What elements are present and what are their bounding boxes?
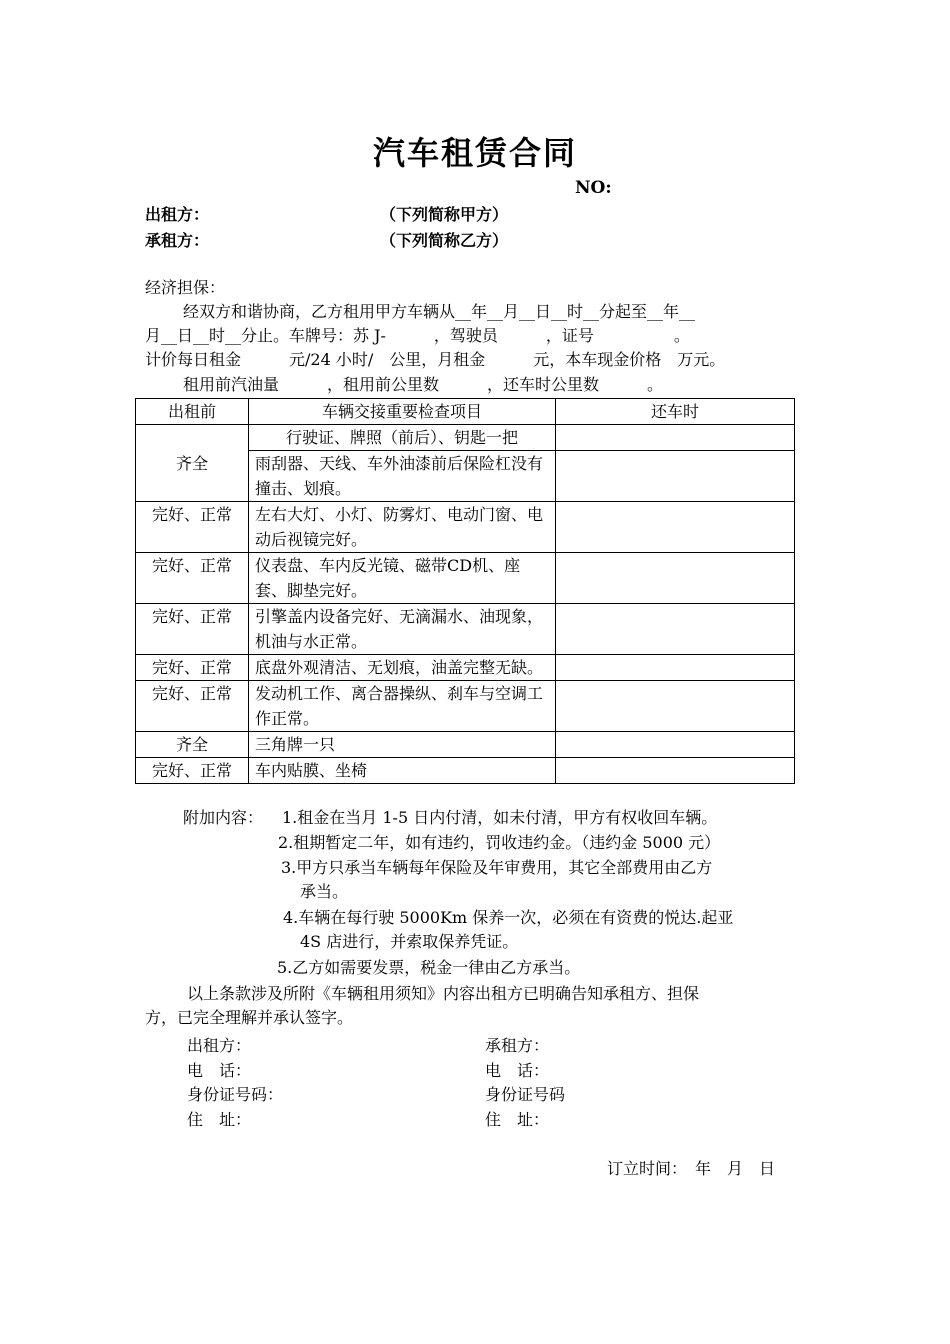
- lessee-sign-id: 身份证号码: [485, 1085, 566, 1104]
- row-return-cell[interactable]: [556, 655, 795, 681]
- row-return-cell[interactable]: [556, 502, 795, 553]
- body-line: 租用前汽油量 ，租用前公里数 ，还车时公里数 。: [183, 375, 664, 394]
- inspection-table: [135, 398, 795, 784]
- closing-line: 方，已完全理解并承认签字。: [145, 1008, 354, 1027]
- table-row: [136, 655, 795, 681]
- lessor-sign-address: 住 址：: [187, 1110, 252, 1129]
- extra-item: 承当。: [300, 882, 349, 901]
- signing-date: 订立时间： 年 月 日: [607, 1159, 776, 1178]
- lessee-sign-phone: 电 话：: [485, 1061, 550, 1080]
- row-status: 完好、正常: [136, 604, 249, 655]
- lessor-line: [145, 202, 509, 225]
- row-status: 完好、正常: [136, 758, 249, 784]
- table-row: [136, 502, 795, 553]
- extra-label: 附加内容：: [183, 808, 264, 827]
- row-return-cell[interactable]: [556, 758, 795, 784]
- extra-item: 3.甲方只承当车辆每年保险及年审费用，其它全部费用由乙方: [281, 858, 713, 877]
- table-row: [136, 681, 795, 732]
- extra-item: 1.租金在当月 1-5 日内付清，如未付清，甲方有权收回车辆。: [282, 808, 718, 827]
- row-return-cell[interactable]: [556, 681, 795, 732]
- row-status: 完好、正常: [136, 553, 249, 604]
- lessee-alias: （下列简称乙方）: [380, 231, 509, 250]
- row-status: 齐全: [136, 425, 249, 502]
- closing-line: 以上条款涉及所附《车辆租用须知》内容出租方已明确告知承租方、担保: [187, 984, 700, 1003]
- lessee-sign-address: 住 址：: [485, 1110, 550, 1129]
- body-line: 经双方和谐协商，乙方租用甲方车辆从__年__月__日__时__分起至__年__: [183, 302, 696, 321]
- body-line: 计价每日租金 元/24 小时/ 公里，月租金 元，本车现金价格 万元。: [145, 350, 726, 369]
- row-item: 仪表盘、车内反光镜、磁带CD机、座套、脚垫完好。: [249, 553, 556, 604]
- table-row: [136, 758, 795, 784]
- lessor-alias: （下列简称甲方）: [380, 205, 509, 224]
- table-row: [136, 732, 795, 758]
- row-item: 引擎盖内设备完好、无滴漏水、油现象，机油与水正常。: [249, 604, 556, 655]
- row-item: 底盘外观清洁、无划痕，油盖完整无缺。: [249, 655, 556, 681]
- header-before: 出租前: [136, 399, 249, 425]
- body-line: 月__日__时__分止。车牌号：苏 J- ，驾驶员 ，证号 。: [145, 326, 690, 345]
- lessee-line: [145, 228, 509, 251]
- row-item: 发动机工作、离合器操纵、刹车与空调工作正常。: [249, 681, 556, 732]
- header-return: 还车时: [556, 399, 795, 425]
- lessor-sign-phone: 电 话：: [187, 1061, 252, 1080]
- page-title: 汽车租赁合同: [372, 134, 577, 172]
- extra-item: 2.租期暂定二年，如有违约，罚收违约金。（违约金 5000 元）: [278, 833, 721, 852]
- lessor-label: 出租方：: [145, 205, 210, 224]
- lessee-sign-name: 承租方：: [485, 1036, 550, 1055]
- row-item: 车内贴膜、坐椅: [249, 758, 556, 784]
- contract-number-label: NO:: [575, 178, 612, 198]
- extra-item: 5.乙方如需要发票，税金一律由乙方承当。: [277, 958, 581, 977]
- extra-item: 4.车辆在每行驶 5000Km 保养一次，必须在有资费的悦达.起亚: [283, 908, 734, 927]
- row-status: 完好、正常: [136, 502, 249, 553]
- row-item: 行驶证、牌照（前后）、钥匙一把: [249, 425, 556, 451]
- row-item: 雨刮器、天线、车外油漆前后保险杠没有撞击、划痕。: [249, 451, 556, 502]
- table-header-row: [136, 399, 795, 425]
- row-item: 左右大灯、小灯、防雾灯、电动门窗、电动后视镜完好。: [249, 502, 556, 553]
- row-return-cell[interactable]: [556, 604, 795, 655]
- lessor-sign-name: 出租方：: [187, 1036, 252, 1055]
- row-status: 完好、正常: [136, 681, 249, 732]
- row-status: 齐全: [136, 732, 249, 758]
- row-return-cell[interactable]: [556, 553, 795, 604]
- lessor-sign-id: 身份证号码：: [187, 1085, 284, 1104]
- table-row: [136, 553, 795, 604]
- row-return-cell[interactable]: [556, 451, 795, 502]
- lessee-label: 承租方：: [145, 231, 210, 250]
- row-status: 完好、正常: [136, 655, 249, 681]
- row-return-cell[interactable]: [556, 732, 795, 758]
- row-return-cell[interactable]: [556, 425, 795, 451]
- header-items: 车辆交接重要检查项目: [249, 399, 556, 425]
- table-row: [136, 604, 795, 655]
- extra-item: 4S 店进行，并索取保养凭证。: [300, 932, 519, 951]
- table-row: [136, 425, 795, 451]
- guarantee-label: 经济担保：: [145, 278, 226, 297]
- row-item: 三角牌一只: [249, 732, 556, 758]
